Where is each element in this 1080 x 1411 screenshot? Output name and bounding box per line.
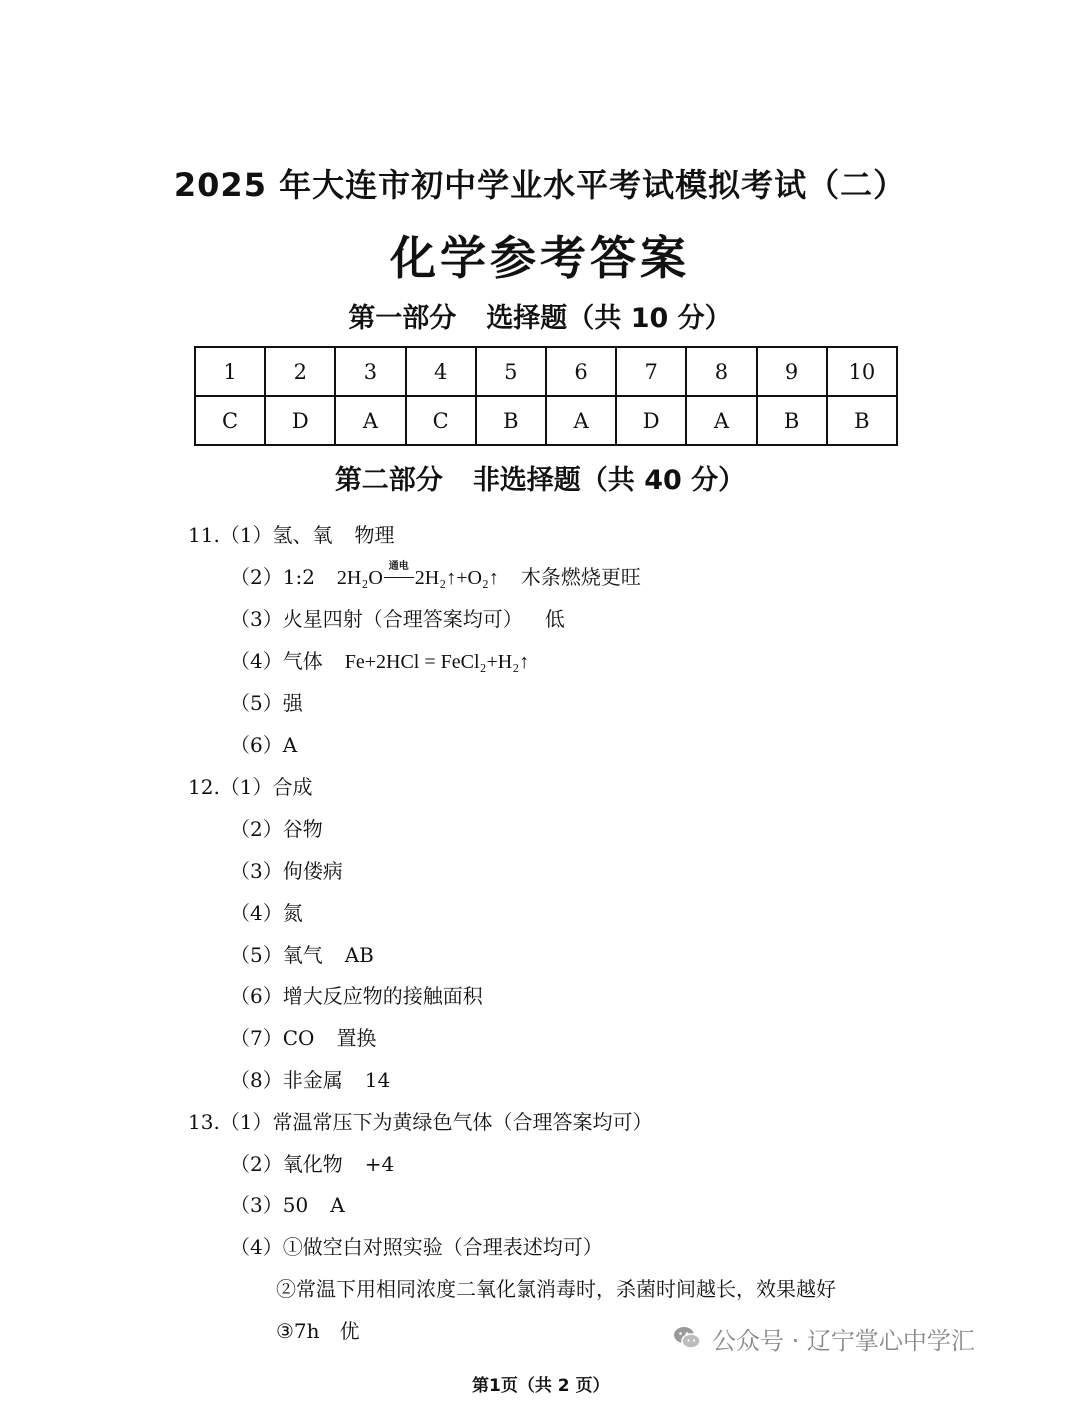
answer-text: 物理 bbox=[354, 523, 395, 547]
part2-heading bbox=[0, 458, 1080, 497]
answer-text: ②常温下用相同浓度二氧化氯消毒时，杀菌时间越长，效果越好 bbox=[276, 1277, 836, 1301]
q12-line-3 bbox=[230, 857, 343, 885]
answer-text: A bbox=[282, 733, 298, 757]
table-cell: D bbox=[265, 396, 335, 445]
answer-text: CO bbox=[282, 1026, 315, 1050]
question-number: 12. bbox=[188, 775, 220, 799]
q11-line-3 bbox=[230, 605, 565, 633]
part2-heading-b: 非选择题（共 40 分） bbox=[472, 465, 746, 496]
question-number: 13. bbox=[188, 1110, 220, 1134]
item-label: （4） bbox=[230, 649, 283, 673]
table-cell: A bbox=[686, 396, 756, 445]
answer-text: 气体 bbox=[282, 649, 323, 673]
item-label: （4） bbox=[230, 1235, 283, 1259]
equation: Fe+2HCl = FeCl₂+H₂↑ bbox=[344, 651, 530, 673]
q12-line-2 bbox=[230, 815, 323, 843]
table-cell: A bbox=[335, 396, 405, 445]
item-label: （6） bbox=[230, 984, 283, 1008]
q13-line-3 bbox=[230, 1191, 345, 1219]
part1-heading-a: 第一部分 bbox=[348, 303, 457, 334]
q12-line-1 bbox=[188, 773, 313, 801]
q11-line-1 bbox=[188, 521, 395, 549]
table-cell: B bbox=[827, 396, 897, 445]
q11-line-2 bbox=[230, 563, 641, 592]
equation-right: 2H₂↑+O₂↑ bbox=[414, 567, 499, 589]
answer-text: 增大反应物的接触面积 bbox=[282, 984, 483, 1008]
answer-text: ①做空白对照实验（合理表述均可） bbox=[282, 1235, 603, 1259]
q12-line-5 bbox=[230, 941, 374, 969]
answer-text: 佝偻病 bbox=[282, 859, 343, 883]
table-cell: 3 bbox=[335, 347, 405, 396]
table-cell: 6 bbox=[546, 347, 616, 396]
table-cell: B bbox=[476, 396, 546, 445]
q11-line-4 bbox=[230, 647, 529, 676]
table-cell: 9 bbox=[757, 347, 827, 396]
answer-text: 氮 bbox=[282, 901, 303, 925]
question-number-row bbox=[195, 347, 897, 396]
item-label: （1） bbox=[219, 775, 273, 799]
answer-text: 非金属 bbox=[282, 1068, 343, 1092]
answer-text: +4 bbox=[364, 1152, 395, 1176]
item-label: （3） bbox=[230, 859, 283, 883]
table-cell: 2 bbox=[265, 347, 335, 396]
table-cell: C bbox=[406, 396, 476, 445]
table-cell: C bbox=[195, 396, 265, 445]
q11-line-6 bbox=[230, 731, 297, 759]
table-cell: 4 bbox=[406, 347, 476, 396]
answer-row bbox=[195, 396, 897, 445]
answer-text: 木条燃烧更旺 bbox=[520, 565, 641, 589]
table-cell: D bbox=[616, 396, 686, 445]
table-cell: 8 bbox=[686, 347, 756, 396]
answer-text: 氧气 bbox=[282, 943, 323, 967]
answer-text: 置换 bbox=[336, 1026, 377, 1050]
item-label: （5） bbox=[230, 691, 283, 715]
q12-line-4 bbox=[230, 899, 303, 927]
main-title: 化学参考答案 bbox=[390, 231, 690, 285]
watermark bbox=[672, 1318, 975, 1358]
item-label: （7） bbox=[230, 1026, 283, 1050]
answer-text: 14 bbox=[364, 1068, 391, 1092]
exam-title: 2025 年大连市初中学业水平考试模拟考试（二） bbox=[173, 166, 907, 204]
item-label: （1） bbox=[219, 523, 273, 547]
table-cell: B bbox=[757, 396, 827, 445]
question-number: 11. bbox=[188, 523, 220, 547]
item-label: （5） bbox=[230, 943, 283, 967]
item-label: （3） bbox=[230, 1193, 283, 1217]
q11-line-5 bbox=[230, 689, 303, 717]
watermark-text: 公众号 · 辽宁掌心中学汇 bbox=[712, 1326, 975, 1355]
part1-heading-b: 选择题（共 10 分） bbox=[486, 303, 732, 334]
answer-text: 氧化物 bbox=[282, 1152, 343, 1176]
table-cell: A bbox=[546, 396, 616, 445]
answer-text: 1:2 bbox=[282, 565, 315, 589]
table-cell: 10 bbox=[827, 347, 897, 396]
equation-left: 2H₂O bbox=[336, 567, 383, 589]
item-label: （6） bbox=[230, 733, 283, 757]
item-label: （1） bbox=[219, 1110, 273, 1134]
answer-text: 氢、氧 bbox=[272, 523, 333, 547]
part2-heading-a: 第二部分 bbox=[334, 465, 443, 496]
page-number: 第1页（共 2 页） bbox=[472, 1376, 610, 1396]
q13-line-2 bbox=[230, 1150, 394, 1178]
answer-text: 强 bbox=[282, 691, 303, 715]
q13-line-6 bbox=[276, 1317, 360, 1345]
item-label: （2） bbox=[230, 565, 283, 589]
q12-line-7 bbox=[230, 1024, 376, 1052]
answer-text: 低 bbox=[544, 607, 565, 631]
item-label: （4） bbox=[230, 901, 283, 925]
q13-line-1 bbox=[188, 1108, 653, 1136]
table-cell: 1 bbox=[195, 347, 265, 396]
wechat-icon bbox=[672, 1323, 702, 1353]
reaction-condition bbox=[384, 563, 414, 578]
answer-text: 合成 bbox=[272, 775, 313, 799]
answer-text: 火星四射（合理答案均可） bbox=[282, 607, 523, 631]
q13-line-5 bbox=[276, 1275, 836, 1303]
answer-text: A bbox=[330, 1193, 345, 1217]
q12-line-8 bbox=[230, 1066, 390, 1094]
item-label: （8） bbox=[230, 1068, 283, 1092]
item-label: （3） bbox=[230, 607, 283, 631]
q12-line-6 bbox=[230, 982, 483, 1010]
answer-text: AB bbox=[344, 943, 374, 967]
table-cell: 7 bbox=[616, 347, 686, 396]
part1-heading bbox=[0, 296, 1080, 335]
item-label: （2） bbox=[230, 817, 283, 841]
condition-text: 通电 bbox=[388, 561, 409, 572]
answer-text: ③7h 优 bbox=[276, 1319, 360, 1343]
item-label: （2） bbox=[230, 1152, 283, 1176]
choice-answer-table bbox=[194, 346, 898, 446]
answer-text: 常温常压下为黄绿色气体（合理答案均可） bbox=[272, 1110, 653, 1134]
q13-line-4 bbox=[230, 1233, 603, 1261]
answer-text: 50 bbox=[282, 1193, 309, 1217]
table-cell: 5 bbox=[476, 347, 546, 396]
answer-text: 谷物 bbox=[282, 817, 323, 841]
